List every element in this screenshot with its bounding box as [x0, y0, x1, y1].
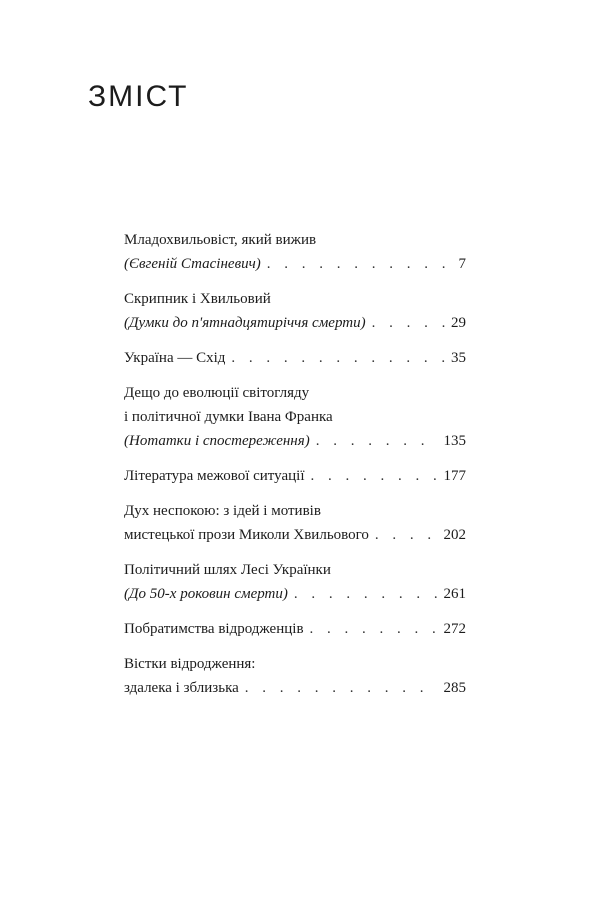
toc-page-number: 7	[458, 256, 466, 272]
toc-entry-title: і політичної думки Івана Франка	[124, 409, 333, 425]
toc-entry[interactable]	[124, 499, 466, 547]
dot-leader	[294, 582, 438, 606]
toc-entry[interactable]	[124, 381, 466, 453]
dot-leader	[375, 523, 438, 547]
toc-entry[interactable]	[124, 464, 466, 488]
toc-entry-title: Вістки відродження:	[124, 656, 256, 672]
dot-leader	[372, 311, 445, 335]
toc-entry[interactable]	[124, 652, 466, 700]
toc-entry-title: мистецької прози Миколи Хвильового	[124, 527, 369, 543]
toc-entry-title: Україна — Схід	[124, 350, 226, 366]
toc-page-number: 272	[443, 621, 466, 637]
page-title: ЗМІСТ	[88, 80, 189, 113]
toc-page-number: 135	[443, 433, 466, 449]
toc-entry[interactable]	[124, 346, 466, 370]
toc-entry-title: Младохвильовіст, який вижив	[124, 232, 317, 248]
dot-leader	[316, 429, 438, 453]
toc-entry-title: Політичний шлях Лесі Українки	[124, 562, 331, 578]
toc-entry[interactable]	[124, 228, 466, 276]
dot-leader	[310, 617, 438, 641]
toc-entry-title: Дух неспокою: з ідей і мотивів	[124, 503, 321, 519]
toc-page-number: 261	[443, 586, 466, 602]
toc-page-number: 177	[443, 468, 466, 484]
toc-entry-subtitle: (Євгеній Стасіневич)	[124, 256, 261, 272]
table-of-contents	[124, 228, 466, 711]
toc-page-number: 202	[443, 527, 466, 543]
toc-entry-title: Скрипник і Хвильовий	[124, 291, 271, 307]
toc-page-number: 29	[451, 315, 466, 331]
toc-entry[interactable]	[124, 558, 466, 606]
toc-page-number: 285	[443, 680, 466, 696]
dot-leader	[267, 252, 453, 276]
toc-entry-title: Дещо до еволюції світогляду	[124, 385, 310, 401]
toc-entry-subtitle: (До 50-х роковин смерти)	[124, 586, 288, 602]
toc-entry[interactable]	[124, 287, 466, 335]
toc-entry[interactable]	[124, 617, 466, 641]
dot-leader	[311, 464, 438, 488]
dot-leader	[231, 346, 445, 370]
toc-entry-title: Література межової ситуації	[124, 468, 305, 484]
toc-entry-subtitle: (Думки до п'ятнадцятиріччя смерти)	[124, 315, 366, 331]
toc-entry-title: Побратимства відродженців	[124, 621, 304, 637]
toc-page-number: 35	[451, 350, 466, 366]
dot-leader	[245, 676, 438, 700]
toc-entry-title: здалека і зблизька	[124, 680, 239, 696]
toc-entry-subtitle: (Нотатки і спостереження)	[124, 433, 310, 449]
